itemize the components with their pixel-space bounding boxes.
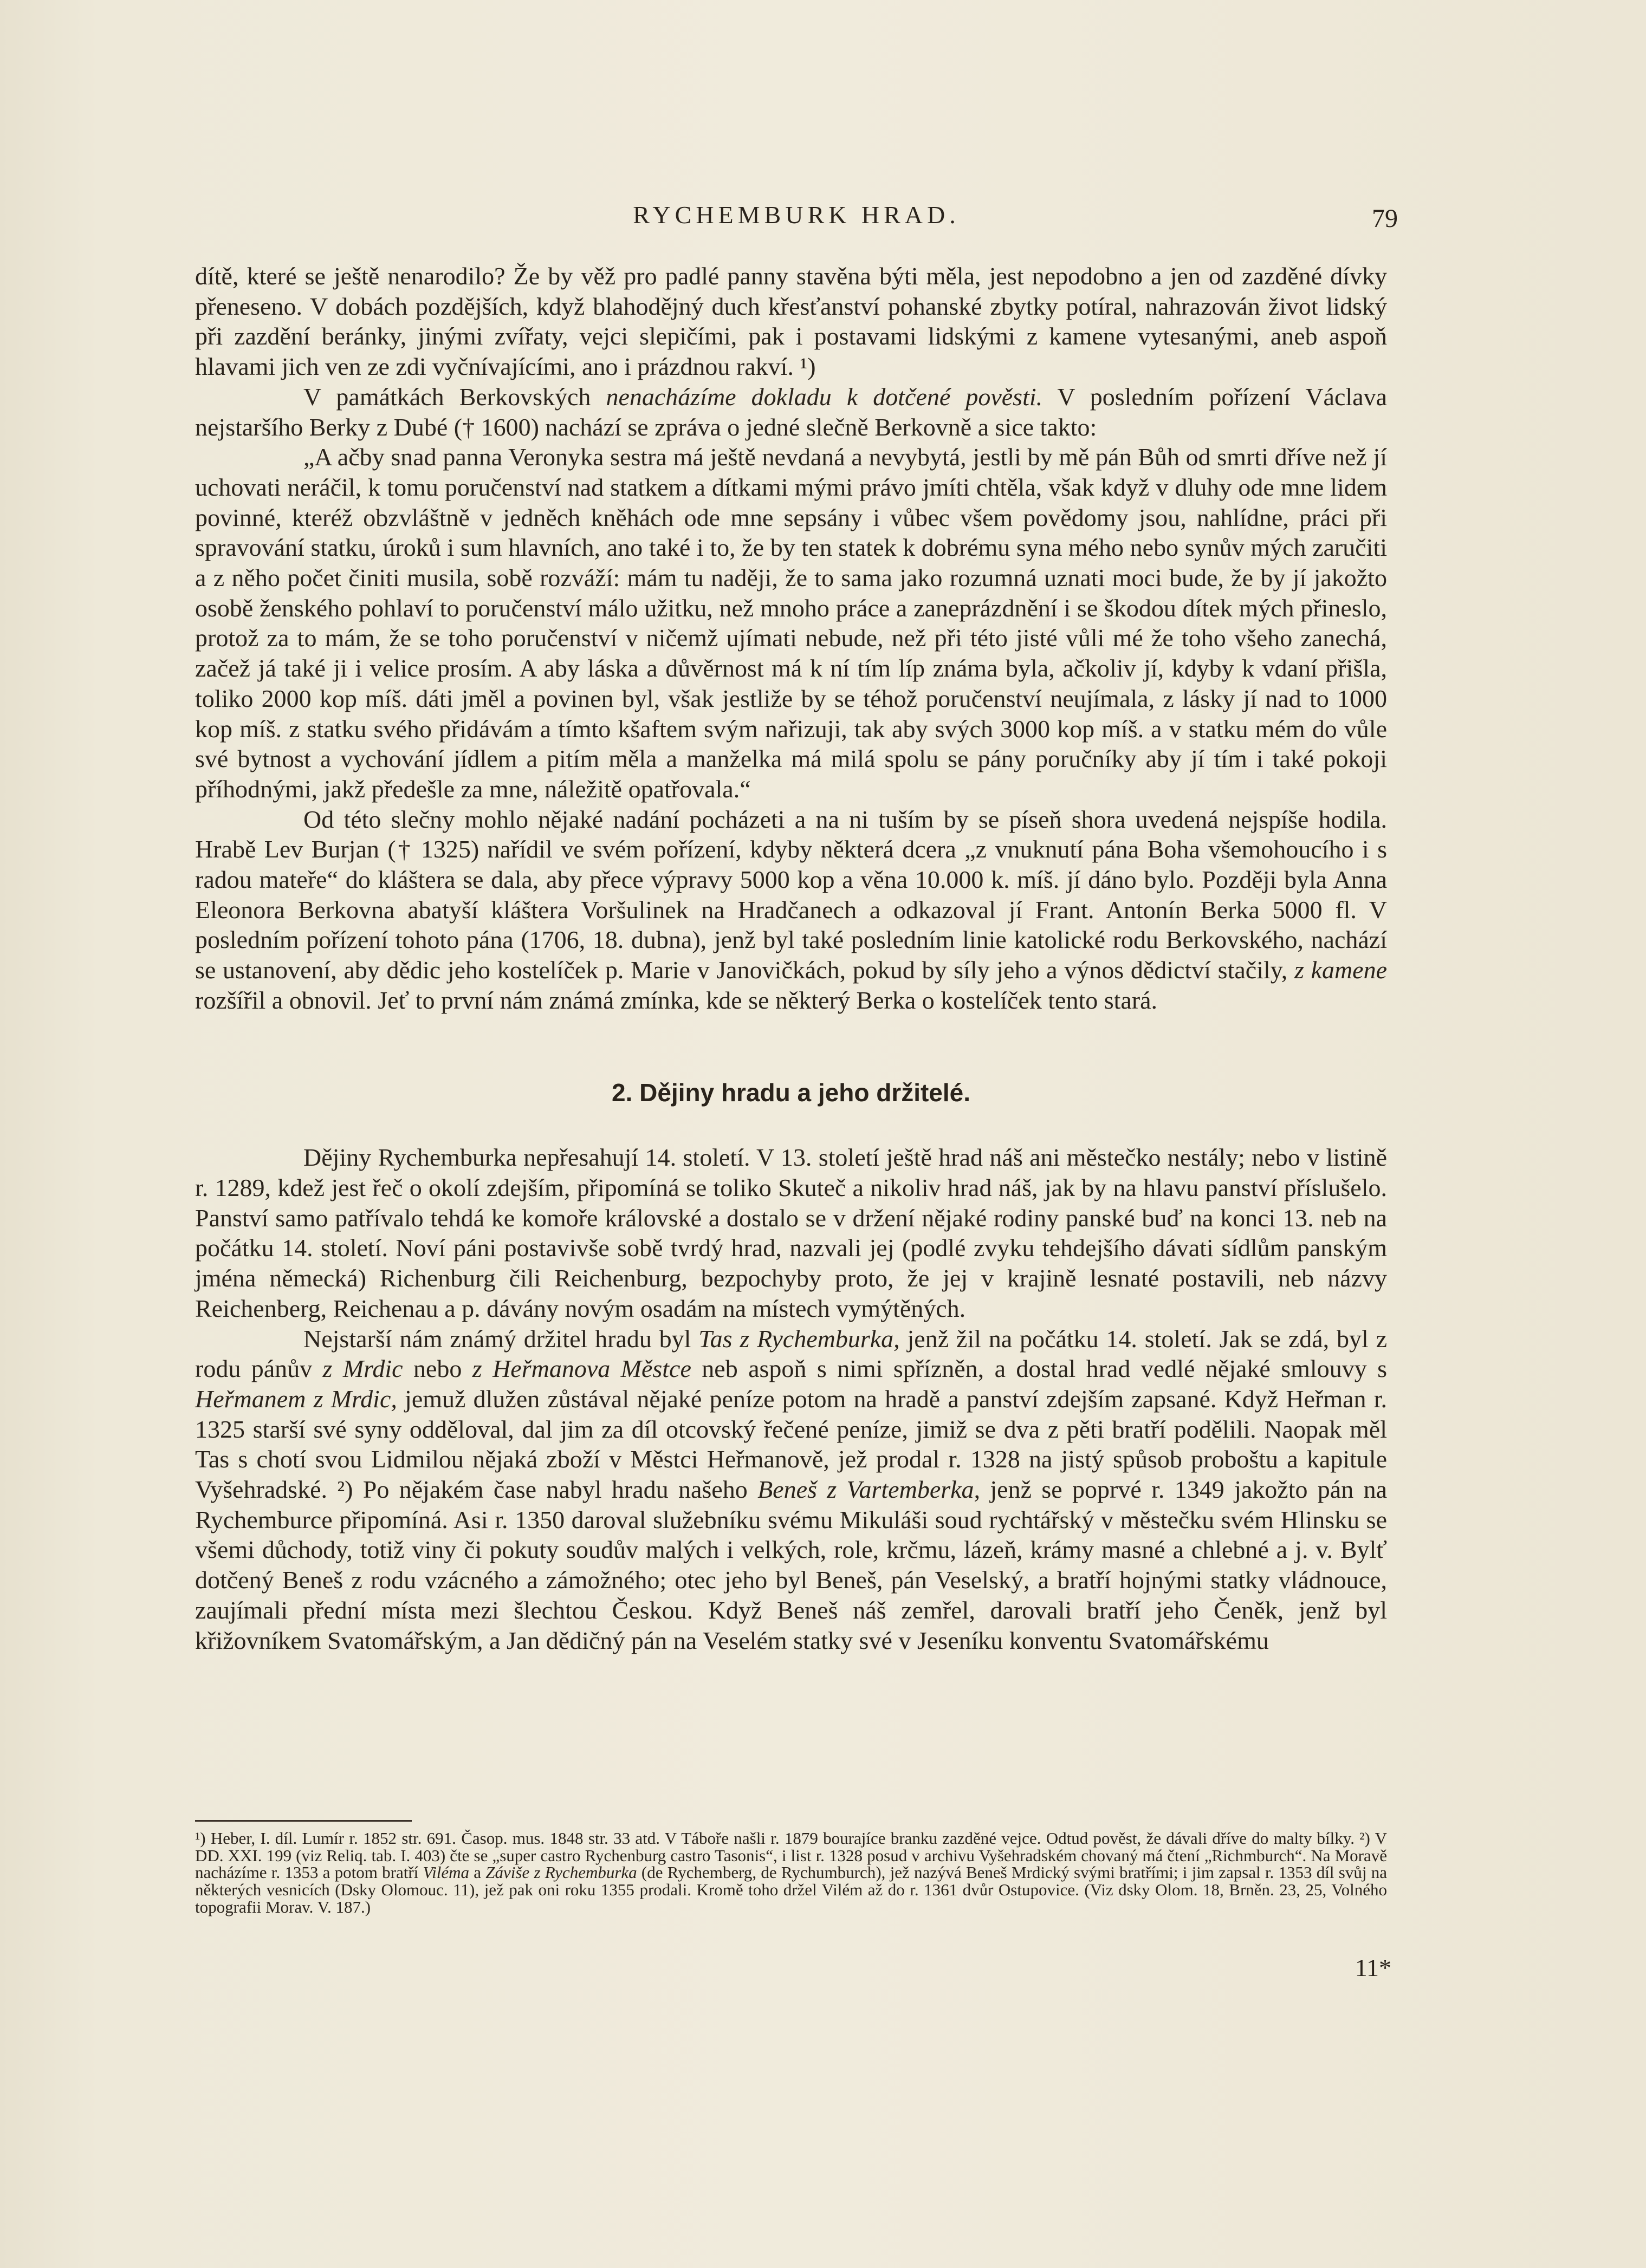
running-head: RYCHEMBURK HRAD. <box>633 201 960 229</box>
footnote-italic-2: Záviše z Rychemburka <box>485 1863 637 1882</box>
paragraph-6-text-e: jemuž dlužen zůstával nějaké peníze potom na hradě a panství zdejším zapsané. Když Heřman r. 1325 starší své syny odděloval, dal jim za díl otcovský řečené peníze, jimiž se dva z pěti bratří podělili. Naopak měl Tas s chotí svou Lidmilou nějaká zboží v Městci Heřmanově, jež prodal r. 1328 na jistý spůsob proboštu a kapitule Vyšehradské. ²) Po nějakém čase nabyl hradu našeho <box>195 1385 1387 1504</box>
paragraph-6-text-c: nebo <box>403 1355 472 1383</box>
paragraph-6 <box>195 1324 1387 1656</box>
paragraph-2-text-a: V památkách Berkovských <box>303 382 606 411</box>
paragraph-5: Dějiny Rychemburka nepřesahují 14. století. V 13. století ještě hrad náš ani městečko nestály; nebo v listině r. 1289, kdež jest řeč o okolí zdejším, připomíná se toliko Skuteč a nikoliv hrad náš, jak by na hlavu panství příslušelo. Panství samo patřívalo tehdá ke komoře královské a dostalo se v držení nějaké rodiny panské buď na konci 13. neb na počátku 14. století. Noví páni postavivše sobě tvrdý hrad, nazvali jej (podlé zvyku tehdejšího dávati sídlům panským jména německá) Richenburg čili Reichenburg, bezpochyby proto, že jej v krajině lesnaté postavili, neb názvy Reichenberg, Reichenau a p. dávány novým osadám na místech vymýtěných. <box>195 1143 1387 1322</box>
section-heading: 2. Dějiny hradu a jeho držitelé. <box>611 1078 971 1107</box>
signature-mark: 11* <box>1355 1954 1391 1981</box>
paragraph-6-text-a: Nejstarší nám známý držitel hradu byl <box>303 1324 699 1353</box>
page-number: 79 <box>1372 204 1398 233</box>
paragraph-4 <box>195 804 1387 1016</box>
paragraph-4-text-a: Od této slečny mohlo nějaké nadání pocházeti a na ni tuším by se píseň shora uvedená nejspíše hodila. Hrabě Lev Burjan († 1325) nařídil ve svém pořízení, kdyby některá dcera „z vnuknutí pána Boha všemohoucího i s radou mateře“ do kláštera se dala, aby přece výpravy 5000 kop a věna 10.000 k. míš. jí dáno bylo. Později byla Anna Eleonora Berkovna abatyší kláštera Voršulinek na Hradčanech a odkazoval jí Frant. Antonín Berka 5000 fl. V posledním pořízení tohoto pána (1706, 18. dubna), jenž byl také posledním linie katolické rodu Berkovského, nachází se ustanovení, aby dědic jeho kostelíček p. Marie v Janovičkách, pokud by síly jeho a výnos dědictví stačily, <box>195 805 1387 984</box>
body-text <box>195 261 1387 1655</box>
paragraph-6-italic-3: z Heřmanova Městce <box>472 1355 691 1383</box>
paragraph-3-quote: „A ačby snad panna Veronyka sestra má ještě nevdaná a nevybytá, jestli by mě pán Bůh od smrti dříve než jí uchovati neráčil, k tomu poručenství nad statkem a dítkami mými právo jmíti chtěla, však když v dluhy ode mne lidem povinné, kteréž obzvláštně v jedněch kněhách ode mne sepsány i vůbec všem povědomy jsou, nahlídne, práci při spravování statku, úroků i sum hlavních, ano také i to, že by ten statek k dobrému syna mého nebo synův mých zaručiti a z něho počet činiti musila, sobě rozváží: mám tu naději, že to sama jako rozumná uznati moci bude, že by jí jakožto osobě ženského pohlaví to poručenství málo užitku, než mnoho práce a zaneprázdnění i se škodou dítek mých přineslo, protož za to mám, že se toho poručenství v ničemž ujímati nebude, než při této jisté vůli mé že toho všeho zanechá, začež já také ji i velice prosím. A aby láska a důvěrnost má k ní tím líp známa byla, ačkoliv jí, kdyby k vdaní přišla, toliko 2000 kop míš. dáti jměl a povinen byl, však jestliže by se téhož poručenství neujímala, z lásky jí nad to 1000 kop míš. z statku svého přidávám a tímto kšaftem svým nařizuji, tak aby svých 3000 kop míš. a v statku mém do vůle své bytnost a vychování jídlem a pitím měla a manželka má milá spolu se pány poručníky aby jí tím i také pokoji příhodnými, jakž předešle za mne, náležitě opatřovala.“ <box>195 443 1387 803</box>
footnote-rule <box>195 1820 412 1822</box>
footnote-text-a: ¹) Heber, I. díl. Lumír r. 1852 str. 691. Časop. mus. 1848 str. 33 atd. V Táboře našli r. 1879 bourajíce branku zazděné vejce. Odtud pověst, že dávali dříve do malty bílky. ²) V DD. XXI. 199 (viz Reliq. tab. I. 403) čte se „super castro Rychenburg castro Tasonis“, i list r. 1328 posud v archivu Vyšehradském chovaný má čtení „Richmburch“. Na Moravě nacházíme r. 1353 a potom bratří <box>195 1829 1387 1882</box>
paragraph-2 <box>195 382 1387 442</box>
footnote-italic-1: Viléma <box>423 1863 470 1882</box>
footnote-text-c: (de Rychemberg, de Rychumburch), jež nazývá Beneš Mrdický svými bratřími; i jim zapsal r. 1353 díl svůj na některých vesnicích (Dsky Olomouc. 11), jež pak oni roku 1355 prodali. Kromě toho držel Vilém až do r. 1361 dvůr Ostupovice. (Viz dsky Olom. 18, Brněn. 23, 25, Volného topografii Morav. V. 187.) <box>195 1863 1387 1916</box>
page-header <box>195 200 1398 244</box>
paragraph-6-italic-5: Beneš z Vartemberka, <box>757 1476 981 1504</box>
paragraph-2-text-b: V posledním pořízení Václava nejstaršího Berky z Dubé († 1600) nachází se zpráva o jedné slečně Berkovně a sice takto: <box>195 382 1388 441</box>
paragraph-4-italic: z kamene <box>1294 956 1388 984</box>
paragraph-6-text-b: jenž žil na počátku 14. století. Jak se zdá, byl z rodu pánův <box>195 1324 1387 1383</box>
paragraph-2-italic: nenacházíme dokladu k dotčené pověsti. <box>606 382 1043 411</box>
footnote-text-b: a <box>469 1863 486 1882</box>
paragraph-6-italic-2: z Mrdic <box>322 1355 403 1383</box>
paragraph-6-italic-1: Tas z Rychemburka, <box>698 1324 900 1353</box>
paragraph-6-text-f: jenž se poprvé r. 1349 jakožto pán na Rychemburce připomíná. Asi r. 1350 daroval služebníku svému Mikuláši soud rychtářský v městečku svém Hlinsku se všemi důchody, totiž viny či pokuty soudův malých i velkých, role, krčmu, lázeň, krámy masné a chlebné a j. v. Bylť dotčený Beneš z rodu vzácného a zámožného; otec jeho byl Beneš, pán Veselský, a bratří hojnými statky vládnouce, zaujímali přední místa mezi šlechtou Českou. Když Beneš náš zemřel, darovali bratří jeho Čeněk, jenž byl křižovníkem Svatomářským, a Jan dědičný pán na Veselém statky své v Jeseníku konventu Svatomářskému <box>195 1476 1387 1654</box>
footnotes <box>195 1830 1387 1916</box>
paragraph-1: dítě, které se ještě nenarodilo? Že by věž pro padlé panny stavěna býti měla, jest nepodobno a jen od zazděné dívky přeneseno. V dobách pozdějších, když blahodějný duch křesťanství pohanské zbytky potíral, nahrazován život lidský při zazdění beránky, jinými zvířaty, vejci slepičími, pak i postavami lidskými z kamene vytesanými, aneb aspoň hlavami jich ven ze zdi vyčnívajícími, ano i prázdnou rakví. ¹) <box>195 262 1387 381</box>
paragraph-6-text-d: neb aspoň s nimi spřízněn, a dostal hrad vedlé nějaké smlouvy s <box>691 1355 1387 1383</box>
paragraph-6-italic-4: Heřmanem z Mrdic, <box>195 1385 397 1413</box>
paragraph-4-text-b: rozšířil a obnovil. Jeť to první nám známá zmínka, kde se některý Berka o kostelíček tento stará. <box>195 986 1158 1014</box>
